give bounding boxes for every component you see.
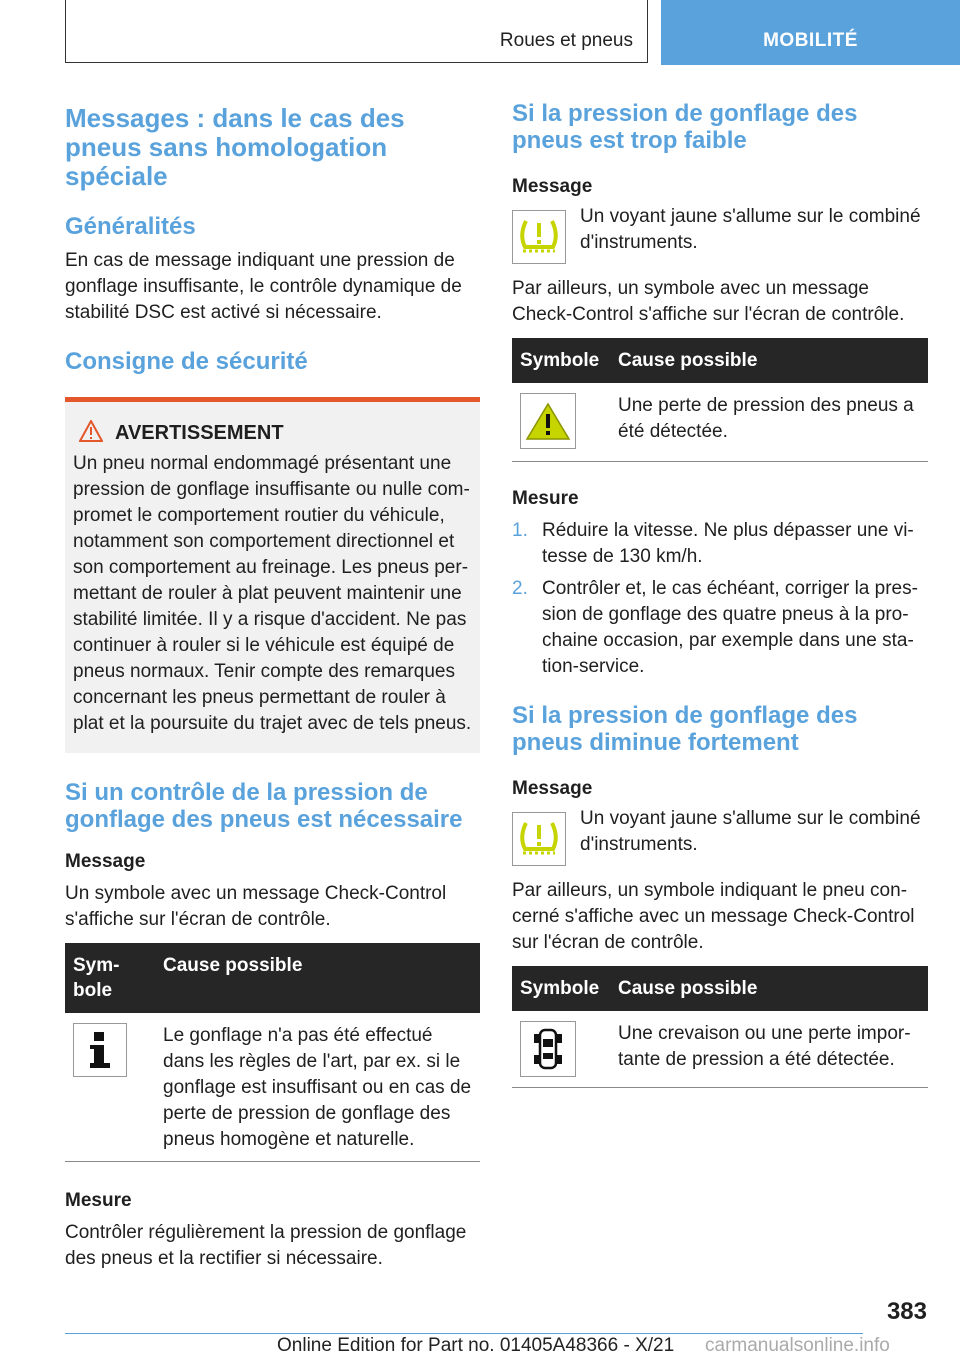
col-cause-header: Cause possible bbox=[155, 943, 480, 1013]
cause-cell: Le gonflage n'a pas été effectué dans les règles de l'art, par ex. si le gonflage est insuffisant ou en cas de perte de pression de gonflage des pneus homogène et naturelle. bbox=[155, 1013, 480, 1162]
table-row bbox=[65, 1013, 480, 1162]
car-tire-icon bbox=[520, 1021, 576, 1077]
mesure-text: Contrôler régulièrement la pression de gonflage des pneus et la rectifier si nécessaire. bbox=[65, 1222, 467, 1269]
page-number: 383 bbox=[886, 1298, 927, 1325]
ailleurs-text: Par ailleurs, un symbole indiquant le pneu concerné s'affiche avec un message Check-Control sur l'écran de contrôle. bbox=[512, 880, 915, 953]
right-column bbox=[512, 100, 928, 1088]
fortement-heading: Si la pression de gonflage des pneus diminue fortement bbox=[512, 702, 858, 756]
info-icon bbox=[73, 1023, 127, 1077]
chapter-label: MOBILITÉ bbox=[763, 30, 858, 51]
faible-heading: Si la pression de gonflage des pneus est trop faible bbox=[512, 100, 858, 154]
table-row bbox=[512, 383, 928, 462]
mesure-label: Mesure bbox=[512, 488, 579, 509]
col-symbol-header: Symbole bbox=[512, 338, 610, 383]
tire-pressure-warning-icon bbox=[512, 210, 566, 264]
edition-text: Online Edition for Part no. 01405A48366 - X/21 bbox=[277, 1335, 675, 1356]
generalites-text: En cas de message indiquant une pression de gonflage insuffisante, le contrôle dynamique de stabilité DSC est activé si nécessaire. bbox=[65, 250, 462, 323]
watermark: carmanualsonline.info bbox=[705, 1335, 890, 1356]
voyant-text: Un voyant jaune s'allume sur le combiné d'instruments. bbox=[580, 808, 921, 855]
warning-box bbox=[65, 397, 480, 753]
steps-list bbox=[512, 518, 928, 680]
table-row bbox=[512, 1011, 928, 1088]
section-title: Roues et pneus bbox=[499, 30, 633, 51]
symbol-table bbox=[65, 943, 480, 1162]
chapter-tab[interactable] bbox=[661, 0, 960, 65]
generalites-heading: Généralités bbox=[65, 213, 196, 240]
footer-divider bbox=[65, 1333, 863, 1334]
col-symbol-header: Symbole bbox=[65, 943, 155, 1013]
col-symbol-header: Symbole bbox=[512, 966, 610, 1011]
message-label: Message bbox=[512, 778, 593, 799]
message-label: Message bbox=[512, 176, 593, 197]
col-cause-header: Cause possible bbox=[610, 338, 928, 383]
message-text: Un symbole avec un message Check-Control s'affiche sur l'écran de contrôle. bbox=[65, 883, 447, 930]
cause-cell: Une perte de pression des pneus a été détectée. bbox=[610, 383, 928, 462]
warning-text: Un pneu normal endommagé présentant une pression de gonflage insuffisante ou nulle compromet le comportement routier du véhicule, notamment son comportement directionnel et son comportement au freinage. Les pneus permettant de rouler à plat peuvent maintenir une stabilité limitée. Il y a risque d'accident. Ne pas continuer à rouler si le véhicule est équipé de pneus normaux. Tenir compte des remarques concernant les pneus permettant de rouler à plat et la poursuite du trajet avec de tels pneus. bbox=[73, 453, 472, 734]
symbol-table-1 bbox=[512, 338, 928, 462]
tire-pressure-warning-icon bbox=[512, 812, 566, 866]
voyant-text: Un voyant jaune s'allume sur le combiné d'instruments. bbox=[580, 206, 921, 253]
mesure-label: Mesure bbox=[65, 1190, 132, 1211]
list-item: 2. Contrôler et, le cas échéant, corriger la pression de gonflage des quatre pneus à la prochaine occasion, par exemple dans une station-service. bbox=[512, 578, 918, 677]
col-cause-header: Cause possible bbox=[610, 966, 928, 1011]
warning-title: AVERTISSEMENT bbox=[115, 422, 284, 444]
section-heading: Messages : dans le cas des pneus sans homologation spéciale bbox=[65, 103, 405, 191]
cause-cell: Une crevaison ou une perte importante de pression a été détectée. bbox=[610, 1011, 928, 1088]
list-item: 1. Réduire la vitesse. Ne plus dépasser une vitesse de 130 km/h. bbox=[512, 520, 914, 567]
warning-icon bbox=[79, 420, 103, 447]
header-box bbox=[65, 0, 648, 63]
left-column bbox=[65, 100, 480, 1272]
ailleurs-text: Par ailleurs, un symbole avec un message Check-Control s'affiche sur l'écran de contrôle. bbox=[512, 278, 905, 325]
message-label: Message bbox=[65, 851, 146, 872]
symbol-table-2 bbox=[512, 966, 928, 1088]
controle-heading: Si un contrôle de la pression de gonflage des pneus est nécessaire bbox=[65, 779, 463, 833]
warning-triangle-icon bbox=[520, 393, 576, 449]
consigne-heading: Consigne de sécurité bbox=[65, 348, 308, 375]
